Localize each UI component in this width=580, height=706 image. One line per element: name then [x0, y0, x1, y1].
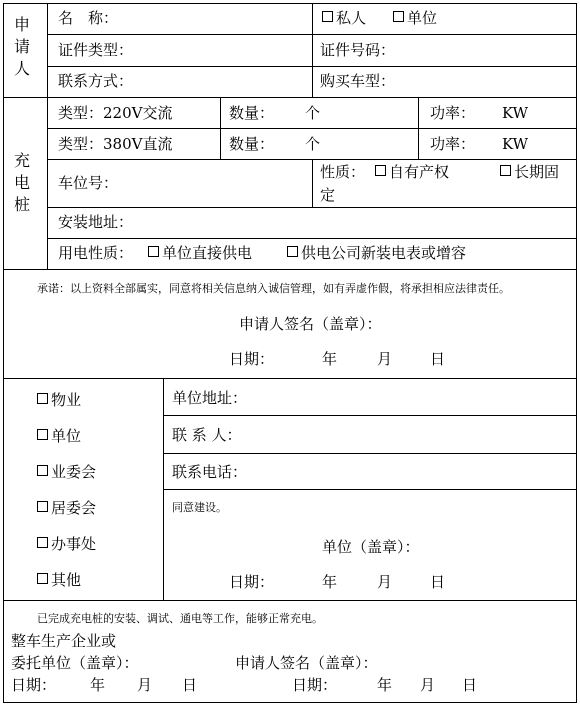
option-label: 单位 [51, 427, 82, 445]
manufacturer-label-line1: 整车生产企业或 [11, 632, 117, 650]
option-label: 长期固 [514, 163, 560, 181]
date-label: 日期： [229, 350, 275, 368]
left-label-divider [47, 3, 48, 270]
checkbox[interactable] [37, 573, 48, 584]
checkbox[interactable] [37, 429, 48, 440]
date-month: 月 [137, 676, 153, 694]
column-divider [312, 3, 313, 97]
checkbox[interactable] [375, 165, 386, 176]
option-label: 居委会 [51, 499, 97, 517]
checkbox[interactable] [393, 11, 404, 22]
power-label: 功率： [430, 104, 476, 122]
date-year: 年 [322, 573, 338, 591]
nature-owned-option[interactable] [375, 163, 449, 181]
option-label: 办事处 [51, 535, 97, 553]
date-month: 月 [420, 676, 436, 694]
quantity-label: 数量： [229, 135, 275, 153]
pile-type-220v: 类型：220V交流 [58, 104, 173, 122]
checkbox[interactable] [500, 165, 511, 176]
date-day: 日 [430, 350, 446, 368]
date-month: 月 [377, 350, 393, 368]
divider [163, 489, 576, 490]
date-label: 日期： [292, 676, 338, 694]
applicant-type-private[interactable] [322, 9, 366, 27]
border-bottom [3, 702, 577, 703]
power-new-meter-option[interactable] [287, 244, 466, 262]
date-day: 日 [182, 676, 198, 694]
divider [47, 128, 576, 129]
option-owners-committee[interactable] [37, 463, 96, 481]
column-divider [312, 159, 313, 207]
unit-stamp-label: 单位（盖章）： [322, 538, 420, 556]
car-model-label: 购买车型： [320, 72, 396, 90]
date-label: 日期： [229, 573, 275, 591]
date-year: 年 [322, 350, 338, 368]
contact-label: 联系方式： [58, 72, 134, 90]
applicant-section-label: 申 请 人 [13, 15, 30, 78]
property-nature-label: 性质： [320, 163, 366, 181]
quantity-label: 数量： [229, 104, 275, 122]
border-top [3, 3, 577, 4]
contact-phone-label: 联系电话： [172, 463, 248, 481]
option-property-management[interactable] [37, 391, 81, 409]
option-sub-district-office[interactable] [37, 535, 96, 553]
quantity-unit: 个 [305, 135, 321, 153]
install-address-label: 安装地址： [58, 213, 134, 231]
pile-section-label: 充 电 桩 [13, 151, 30, 214]
name-label: 名 称： [58, 9, 119, 27]
date-month: 月 [377, 573, 393, 591]
checkbox[interactable] [37, 537, 48, 548]
power-unit: KW [502, 135, 529, 153]
checkbox[interactable] [287, 246, 298, 257]
pile-type-380v: 类型：380V直流 [58, 135, 173, 153]
option-unit[interactable] [37, 427, 81, 445]
option-label: 供电公司新装电表或增容 [301, 244, 467, 262]
option-label: 单位直接供电 [162, 244, 253, 262]
checkbox[interactable] [37, 465, 48, 476]
option-residents-committee[interactable] [37, 499, 96, 517]
column-divider [418, 97, 419, 159]
nature-longterm-option[interactable] [500, 163, 559, 181]
power-nature-label: 用电性质： [58, 244, 134, 262]
divider [163, 415, 576, 416]
power-direct-option[interactable] [148, 244, 252, 262]
date-year: 年 [377, 676, 393, 694]
agree-text: 同意建设。 [172, 501, 227, 514]
parking-space-label: 车位号： [58, 174, 119, 192]
section-divider [3, 600, 576, 601]
id-type-label: 证件类型： [58, 41, 134, 59]
section-divider [3, 269, 576, 270]
unit-address-label: 单位地址： [172, 389, 248, 407]
nature-longterm-wrap: 定 [320, 186, 336, 204]
option-other[interactable] [37, 571, 81, 589]
applicant-signature-label: 申请人签名（盖章）： [235, 654, 378, 672]
border-right [576, 3, 577, 703]
date-day: 日 [462, 676, 478, 694]
power-label: 功率： [430, 135, 476, 153]
section-divider [3, 378, 576, 379]
power-unit: KW [502, 104, 529, 122]
divider [163, 453, 576, 454]
completion-text: 已完成充电桩的安装、调试、通电等工作，能够正常充电。 [37, 612, 323, 625]
option-label: 单位 [407, 9, 438, 27]
date-year: 年 [90, 676, 106, 694]
date-day: 日 [430, 573, 446, 591]
id-number-label: 证件号码： [320, 41, 396, 59]
option-label: 其他 [51, 571, 82, 589]
checkbox[interactable] [37, 501, 48, 512]
option-label: 业委会 [51, 463, 97, 481]
divider [47, 238, 576, 239]
date-label: 日期： [11, 676, 57, 694]
checkbox[interactable] [148, 246, 159, 257]
applicant-type-unit[interactable] [393, 9, 437, 27]
applicant-signature-label: 申请人签名（盖章）： [239, 315, 382, 333]
quantity-unit: 个 [305, 104, 321, 122]
manufacturer-label-line2: 委托单位（盖章）： [11, 654, 139, 672]
pledge-text: 承诺：以上资料全部属实，同意将相关信息纳入诚信管理，如有弄虚作假，将承担相应法律责任。 [37, 282, 510, 295]
border-left [3, 3, 4, 703]
option-label: 私人 [336, 9, 367, 27]
checkbox[interactable] [37, 393, 48, 404]
section-divider [3, 97, 576, 98]
column-divider [220, 97, 221, 159]
divider [47, 207, 576, 208]
contact-person-label: 联 系 人： [172, 426, 242, 444]
option-label: 自有产权 [389, 163, 450, 181]
option-label: 物业 [51, 391, 82, 409]
checkbox[interactable] [322, 11, 333, 22]
